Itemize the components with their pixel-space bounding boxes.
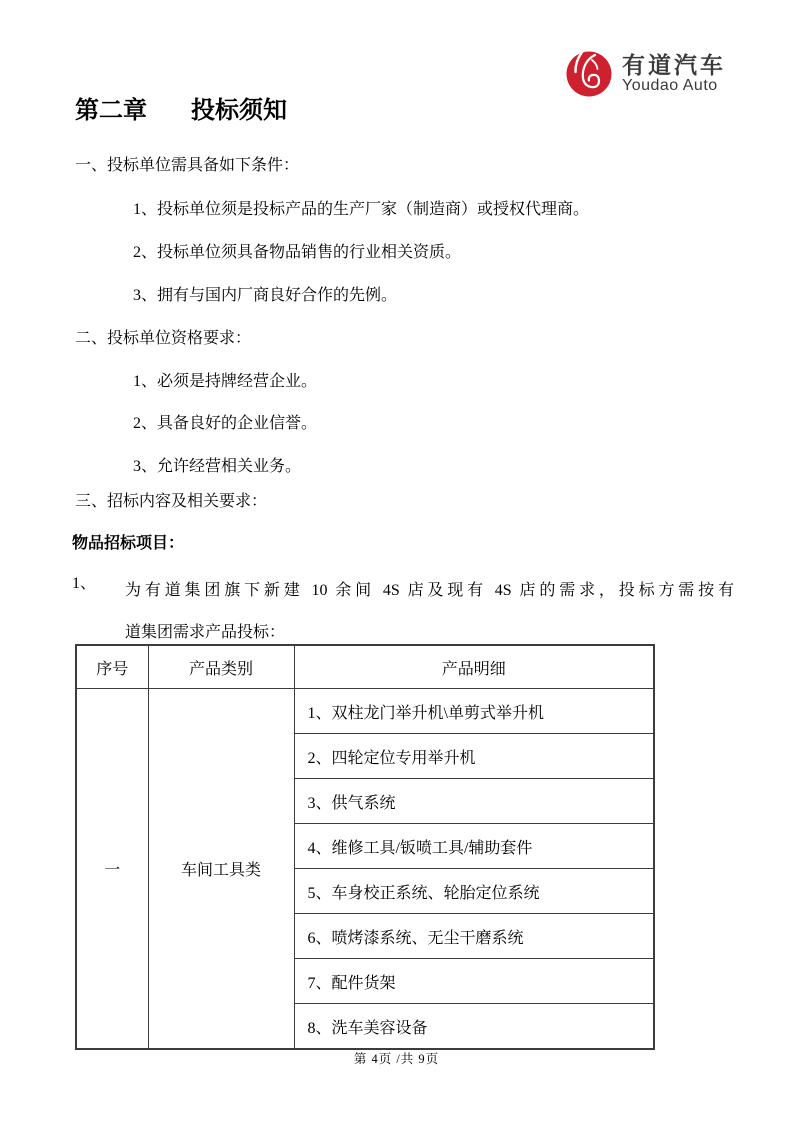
header-serial: 序号 [76,645,148,689]
logo-mark-icon [566,48,612,100]
cell-detail-8: 8、洗车美容设备 [294,1004,654,1050]
logo-text [622,53,726,95]
company-logo [566,48,726,100]
chapter-number: 第二章 [75,98,147,124]
cell-detail-4: 4、维修工具/钣喷工具/辅助套件 [294,824,654,869]
section-2-item-1: 1、必须是持牌经营企业。 [133,373,318,390]
header-detail: 产品明细 [294,645,654,689]
header-category: 产品类别 [148,645,294,689]
cell-serial: 一 [76,689,148,1050]
table-row [76,689,654,734]
bold-subtitle: 物品招标项目： [72,535,185,552]
section-3-heading: 三、招标内容及相关要求： [75,493,268,510]
cell-detail-3: 3、供气系统 [294,779,654,824]
cell-detail-6: 6、喷烤漆系统、无尘干磨系统 [294,914,654,959]
numbered-paragraph [72,570,734,654]
paragraph-line-1: 为有道集团旗下新建 10 余间 4S 店及现有 4S 店的需求，投标方需按有 [125,582,734,599]
cell-detail-5: 5、车身校正系统、轮胎定位系统 [294,869,654,914]
section-2-heading: 二、投标单位资格要求： [75,330,252,347]
section-1-item-1: 1、投标单位须是投标产品的生产厂家（制造商）或授权代理商。 [133,201,590,218]
section-2-item-3: 3、允许经营相关业务。 [133,458,302,475]
cell-detail-7: 7、配件货架 [294,959,654,1004]
chapter-name: 投标须知 [191,98,287,124]
paragraph-number: 1、 [72,575,97,592]
cell-category: 车间工具类 [148,689,294,1050]
chapter-title [75,90,287,125]
page-number: 第 4页 /共 9页 [353,1052,440,1066]
section-1-item-3: 3、拥有与国内厂商良好合作的先例。 [133,287,398,304]
section-2-item-2: 2、具备良好的企业信誉。 [133,415,318,432]
logo-name-chinese: 有道汽车 [622,52,726,79]
products-table [75,644,655,1050]
paragraph-text [125,570,734,654]
section-1-heading: 一、投标单位需具备如下条件： [75,157,300,174]
table-header-row [76,645,654,689]
logo-name-english: Youdao Auto [622,77,718,95]
section-1-item-2: 2、投标单位须具备物品销售的行业相关资质。 [133,244,462,261]
cell-detail-2: 2、四轮定位专用举升机 [294,734,654,779]
cell-detail-1: 1、双柱龙门举升机\单剪式举升机 [294,689,654,734]
paragraph-line-2: 道集团需求产品投标： [125,624,286,641]
